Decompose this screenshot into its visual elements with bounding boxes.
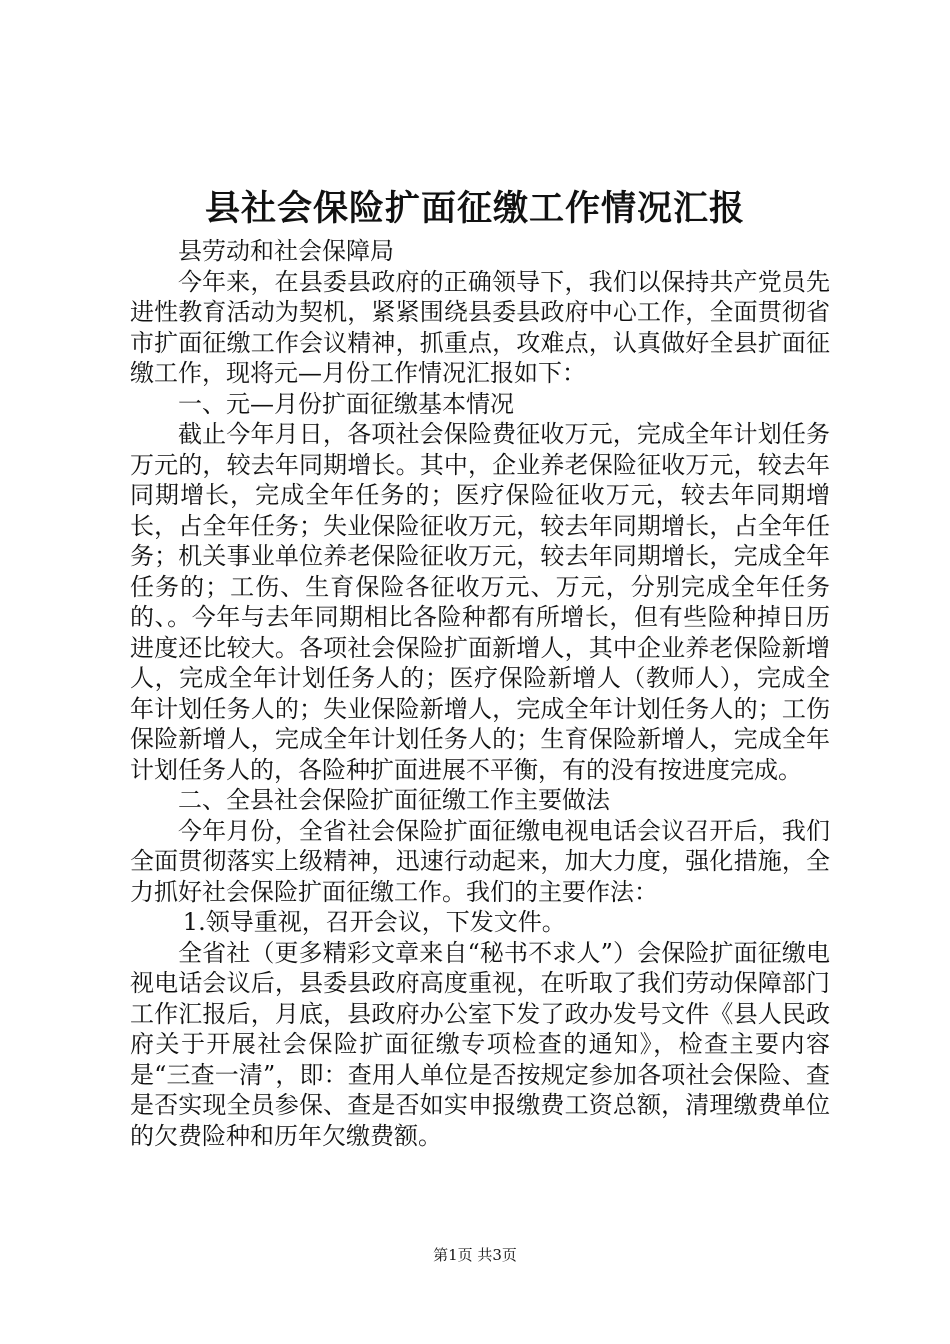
section-heading-2: 二、全县社会保险扩面征缴工作主要做法 (178, 786, 610, 814)
section-2-paragraph: 今年月份，全省社会保险扩面征缴电视电话会议召开后，我们全面贯彻落实上级精神，迅速行动起来，加大力度，强化措施，全力抓好社会保险扩面征缴工作。我们的主要作法： (130, 816, 830, 906)
subsection-heading-1: 1.领导重视，召开会议，下发文件。 (182, 908, 566, 936)
author-line: 县劳动和社会保障局 (178, 237, 394, 265)
intro-paragraph: 今年来，在县委县政府的正确领导下，我们以保持共产党员先进性教育活动为契机，紧紧围绕县委县政府中心工作，全面贯彻省市扩面征缴工作会议精神，抓重点，攻难点，认真做好全县扩面征缴工作，现将元—月份工作情况汇报如下： (130, 267, 830, 387)
subsection-1-paragraph: 全省社（更多精彩文章来自“秘书不求人”）会保险扩面征缴电视电话会议后，县委县政府高度重视，在听取了我们劳动保障部门工作汇报后，月底，县政府办公室下发了政办发号文件《县人民政府关于开展社会保险扩面征缴专项检查的通知》，检查主要内容是“三查一清”，即：查用人单位是否按规定参加各项社会保险、查是否实现全员参保、查是否如实申报缴费工资总额，清理缴费单位的欠费险种和历年欠缴费额。 (130, 938, 830, 1150)
document-title: 县社会保险扩面征缴工作情况汇报 (204, 189, 745, 229)
section-heading-1: 一、元—月份扩面征缴基本情况 (178, 389, 514, 418)
section-1-paragraph: 截止今年月日，各项社会保险费征收万元，完成全年计划任务万元的，较去年同期增长。其中，企业养老保险征收万元，较去年同期增长，完成全年任务的；医疗保险征收万元，较去年同期增长，占全年任务；失业保险征收万元，较去年同期增长，占全年任务；机关事业单位养老保险征收万元，较去年同期增长，完成全年任务的；工伤、生育保险各征收万元、万元，分别完成全年任务的、。今年与去年同期相比各险种都有所增长，但有些险种掉日历进度还比较大。各项社会保险扩面新增人，其中企业养老保险新增人，完成全年计划任务人的；医疗保险新增人（教师人），完成全年计划任务人的；失业保险新增人，完成全年计划任务人的；工伤保险新增人，完成全年计划任务人的；生育保险新增人，完成全年计划任务人的，各险种扩面进展不平衡，有的没有按进度完成。 (130, 420, 830, 784)
document-body (130, 236, 830, 1151)
page-footer: 第1页 共3页 (433, 1246, 517, 1264)
